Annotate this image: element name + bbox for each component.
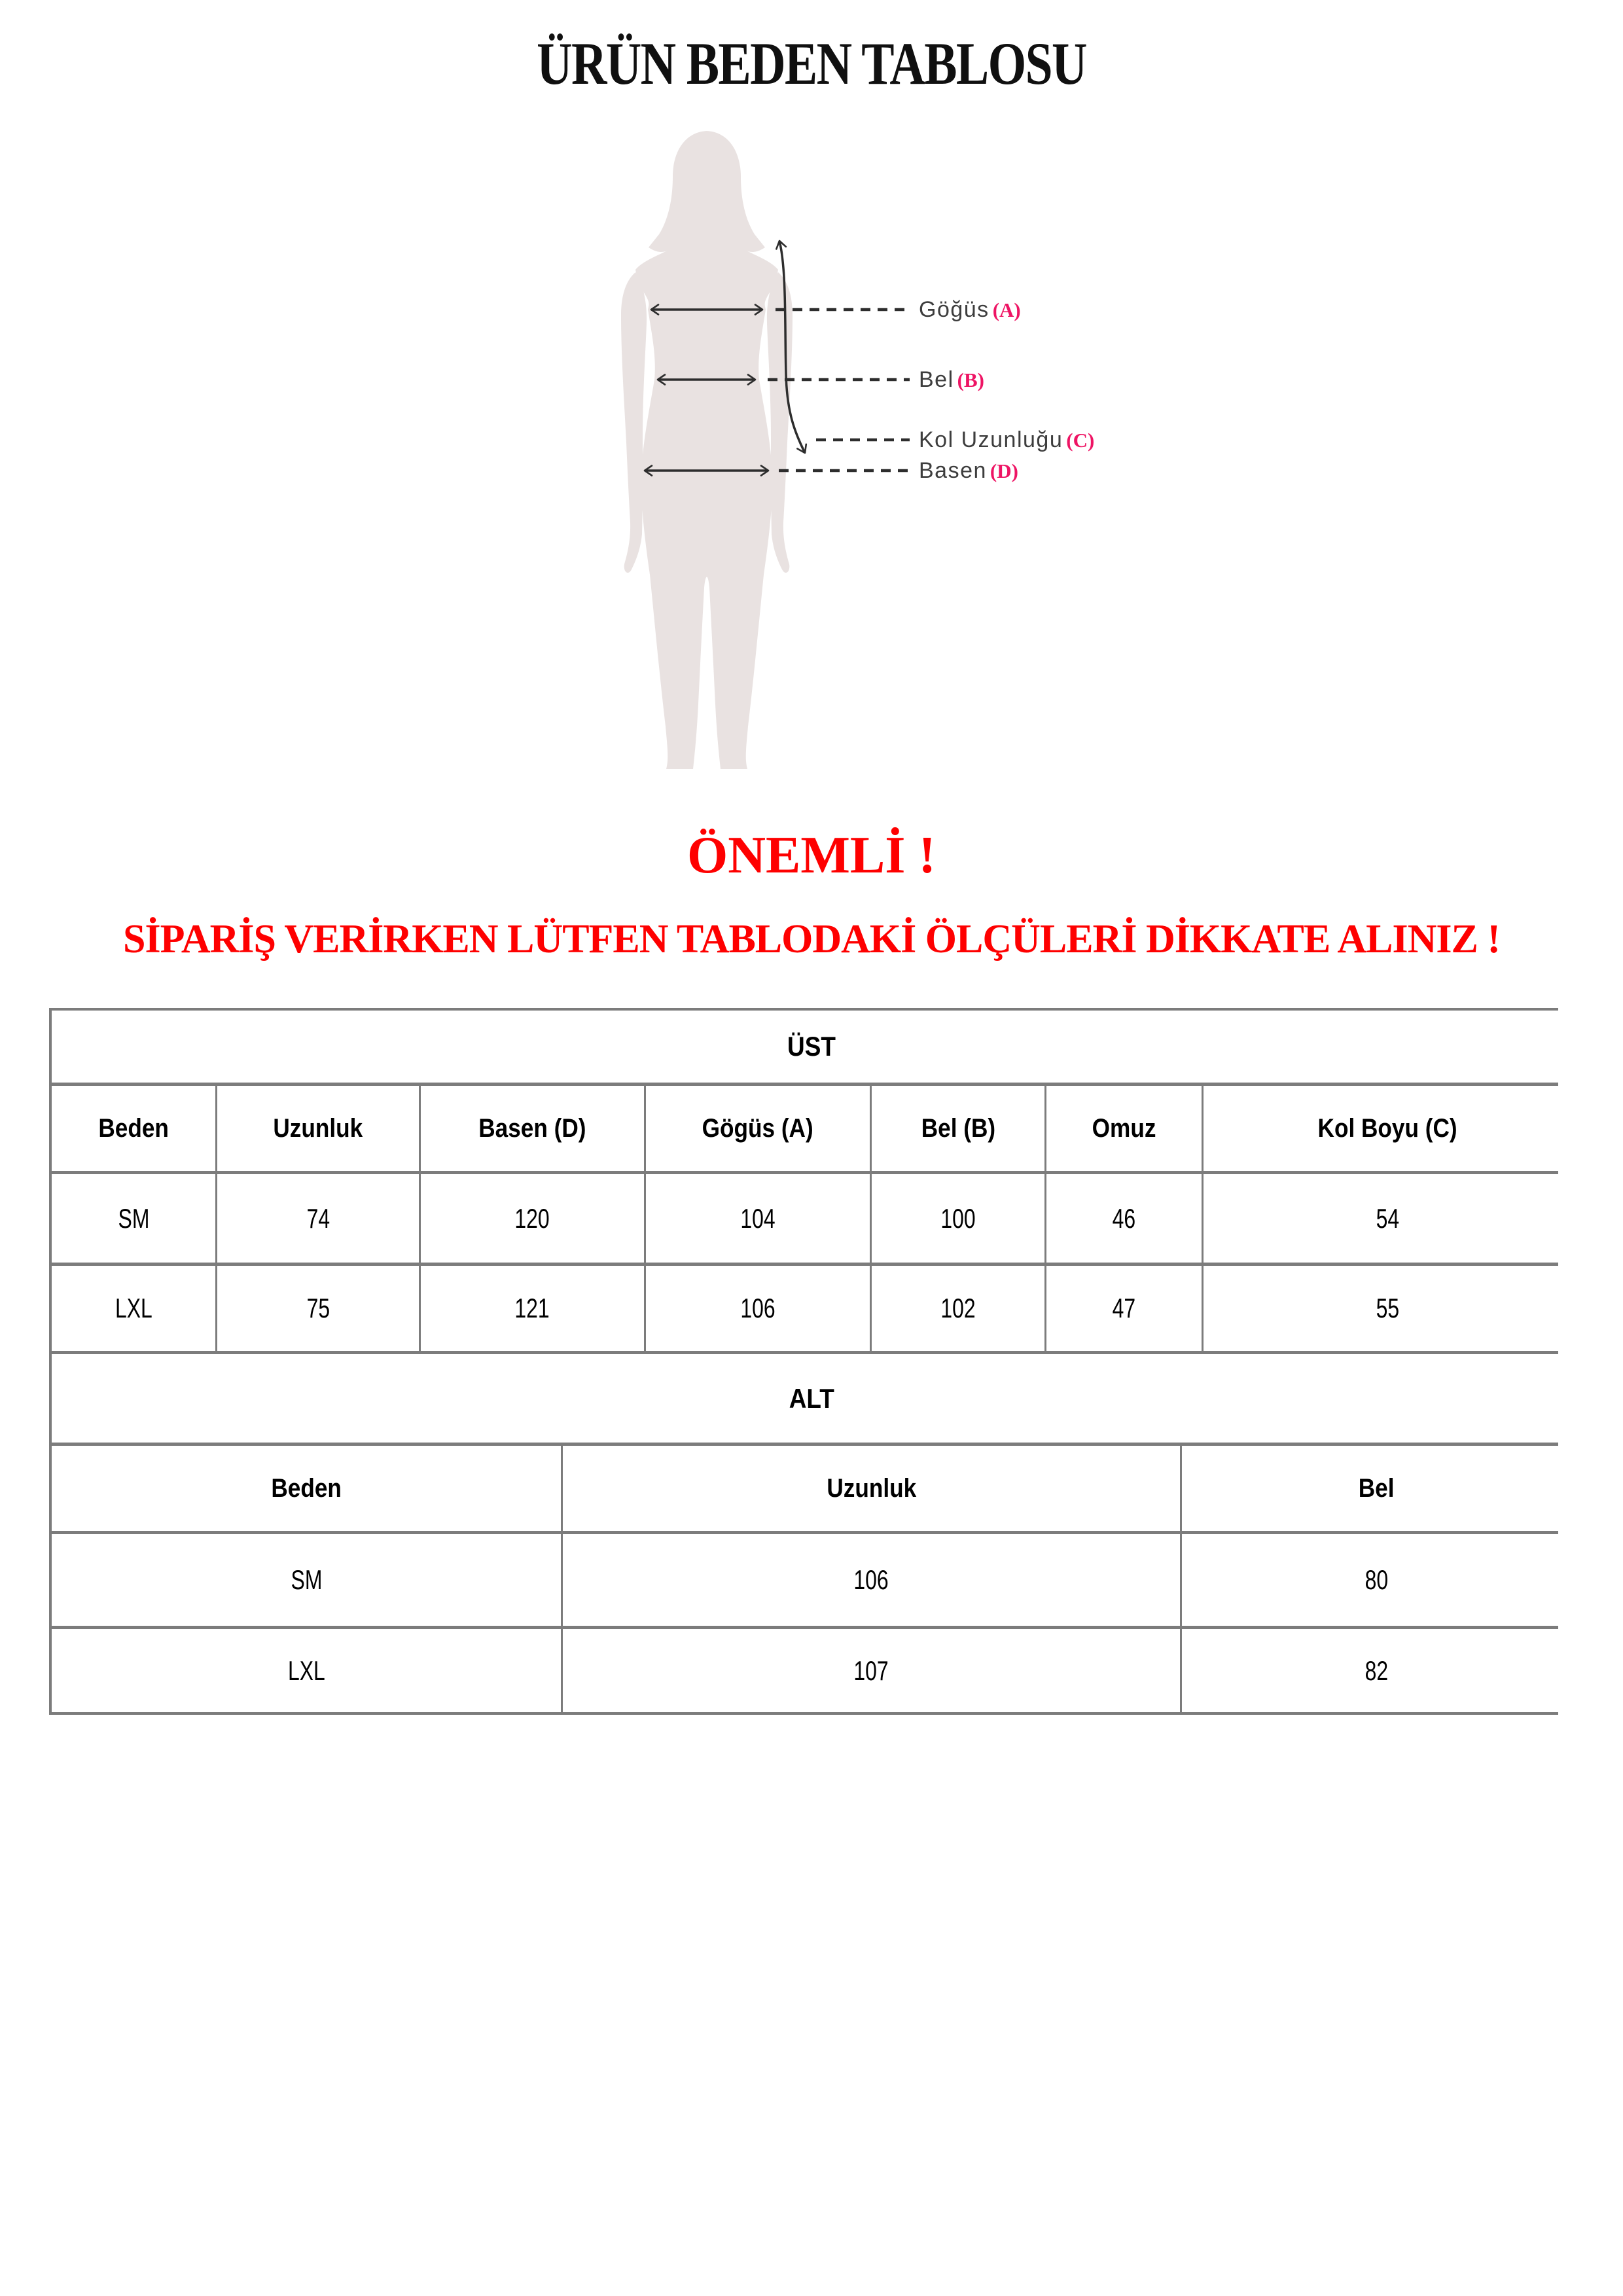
waist-label: Bel (B) [919,367,984,392]
ust-sm-gogus: 104 [646,1174,870,1263]
ust-lxl-kol-boyu: 55 [1204,1266,1571,1351]
chest-label: Göğüs (A) [919,297,1021,322]
waist-code: (B) [957,368,984,391]
ust-col-uzunluk: Uzunluk [217,1086,419,1171]
alt-col-uzunluk: Uzunluk [563,1446,1180,1531]
ust-lxl-gogus: 106 [646,1266,870,1351]
alt-sm-uzunluk: 106 [563,1534,1180,1626]
left-arm-silhouette [621,272,647,573]
right-arm-silhouette [767,272,793,573]
chest-code: (A) [992,298,1021,321]
warning-message: SİPARİŞ VERİRKEN LÜTFEN TABLODAKİ ÖLÇÜLERİ DİKKATE ALINIZ ! [122,917,1500,961]
warning-heading: ÖNEMLİ ! [687,827,936,884]
ust-col-gogus: Gögüs (A) [646,1086,870,1171]
ust-lxl-uzunluk: 75 [217,1266,419,1351]
ust-lxl-omuz: 47 [1046,1266,1202,1351]
body-measurement-diagram [592,130,919,771]
alt-lxl-beden: LXL [52,1629,561,1712]
alt-col-beden: Beden [52,1446,561,1531]
hip-code: (D) [990,459,1018,482]
ust-col-bel: Bel (B) [872,1086,1044,1171]
ust-sm-beden: SM [52,1174,215,1263]
ust-col-basen: Basen (D) [421,1086,644,1171]
ust-col-omuz: Omuz [1046,1086,1202,1171]
ust-col-kol-boyu: Kol Boyu (C) [1204,1086,1571,1171]
ust-sm-bel: 100 [872,1174,1044,1263]
hip-label: Basen (D) [919,458,1018,483]
size-tables [49,1008,1558,1715]
ust-sm-kol-boyu: 54 [1204,1174,1571,1263]
alt-lxl-bel: 82 [1182,1629,1571,1712]
alt-lxl-uzunluk: 107 [563,1629,1180,1712]
ust-lxl-beden: LXL [52,1266,215,1351]
alt-sm-beden: SM [52,1534,561,1626]
ust-sm-basen: 120 [421,1174,644,1263]
page-title: ÜRÜN BEDEN TABLOSU [537,30,1086,97]
alt-sm-bel: 80 [1182,1534,1571,1626]
body-silhouette [635,131,778,769]
arm-length-code: (C) [1066,429,1095,452]
ust-col-beden: Beden [52,1086,215,1171]
arm-length-label: Kol Uzunluğu (C) [919,427,1095,452]
ust-section-header: ÜST [52,1011,1571,1083]
ust-lxl-bel: 102 [872,1266,1044,1351]
ust-sm-uzunluk: 74 [217,1174,419,1263]
ust-lxl-basen: 121 [421,1266,644,1351]
ust-sm-omuz: 46 [1046,1174,1202,1263]
alt-section-header: ALT [52,1354,1571,1443]
alt-col-bel: Bel [1182,1446,1571,1531]
